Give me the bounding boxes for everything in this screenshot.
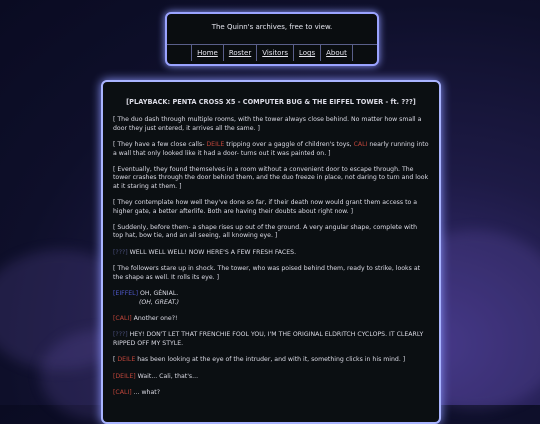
narration-4: [ They contemplate how well they've done so far, if their death now would grant them access to a higher gate, a better afterlife. Both are having their doubts about right now. ] (113, 199, 418, 215)
narration-text: [ (113, 356, 118, 364)
nav-logs-link[interactable]: Logs (294, 45, 321, 61)
translation-text: (OH, GREAT.) (139, 298, 180, 306)
nav-roster-link[interactable]: Roster (224, 45, 257, 61)
speaker-tag-cali: [CALI] (113, 388, 132, 396)
speaker-tag-cali: [CALI] (113, 314, 132, 322)
dialogue-cali (113, 389, 429, 397)
site-title: The Quinn's archives, free to view. (211, 23, 333, 31)
narration-text: tripping over a gaggle of children's toys, (224, 141, 354, 149)
speaker-tag-unknown: [???] (113, 248, 128, 256)
dialogue-text: Wait... Cali, that's... (135, 372, 199, 380)
site-header (165, 12, 379, 66)
narration-text: nearly running into a wall that only looked like it had a door- turns out it was painted on. ] (113, 141, 429, 157)
dialogue-text: ... what? (131, 388, 160, 396)
character-name-cali: CALI (353, 141, 368, 149)
speaker-tag-eiffel: [EIFFEL] (113, 290, 139, 298)
log-panel[interactable] (101, 80, 441, 424)
dialogue-deile (113, 373, 429, 381)
narration-2 (113, 141, 429, 158)
dialogue-text: WELL WELL WELL! NOW HERE'S A FEW FRESH FACES. (127, 248, 297, 256)
character-name-deile: DEILE (206, 141, 225, 149)
main-nav (167, 44, 377, 61)
log-title: [PLAYBACK: PENTA CROSS X5 - COMPUTER BUG & THE EIFFEL TOWER - ft. ???] (126, 98, 416, 106)
narration-5: [ Suddenly, before them- a shape rises up out of the ground. A very angular shape, complete with top hat, bow tie, and an all seeing, all knowing eye. ] (113, 224, 418, 240)
speaker-tag-deile: [DEILE] (113, 372, 136, 380)
narration-3: [ Eventually, they found themselves in a room without a convenient door to escape through. The tower crashes through the door behind them, and the duo freeze in place, not daring to turn and look at it staring at them. ] (113, 166, 429, 190)
narration-text: [ They have a few close calls- (113, 141, 207, 149)
dialogue-text: Another one?! (131, 314, 178, 322)
narration-6: [ The followers stare up in shock. The tower, who was poised behind them, ready to strike, looks at the shape as well. It rolls its eye. ] (113, 265, 421, 281)
dialogue-text: OH, GÉNIAL. (138, 290, 179, 298)
narration-text: has been looking at the eye of the intruder, and with it, something clicks in his mind. ] (135, 356, 406, 364)
nav-home-link[interactable]: Home (191, 45, 224, 61)
dialogue-eiffel (113, 290, 429, 307)
dialogue-unknown (113, 249, 429, 257)
speaker-tag-unknown: [???] (113, 331, 128, 339)
nav-about-link[interactable]: About (321, 45, 353, 61)
nav-visitors-link[interactable]: Visitors (257, 45, 294, 61)
dialogue-text: HEY! DON'T LET THAT FRENCHIE FOOL YOU, I'M THE ORIGINAL ELDRITCH CYCLOPS. IT CLEARLY RIPPED OFF MY STYLE. (113, 331, 424, 347)
character-name-deile: DEILE (117, 356, 136, 364)
narration-7 (113, 356, 429, 364)
dialogue-unknown (113, 331, 429, 348)
log-content (103, 82, 439, 397)
narration-1: [ The duo dash through multiple rooms, with the tower always close behind. No matter how small a door they just entered, it arrives all the same. ] (113, 116, 422, 132)
dialogue-cali (113, 315, 429, 323)
